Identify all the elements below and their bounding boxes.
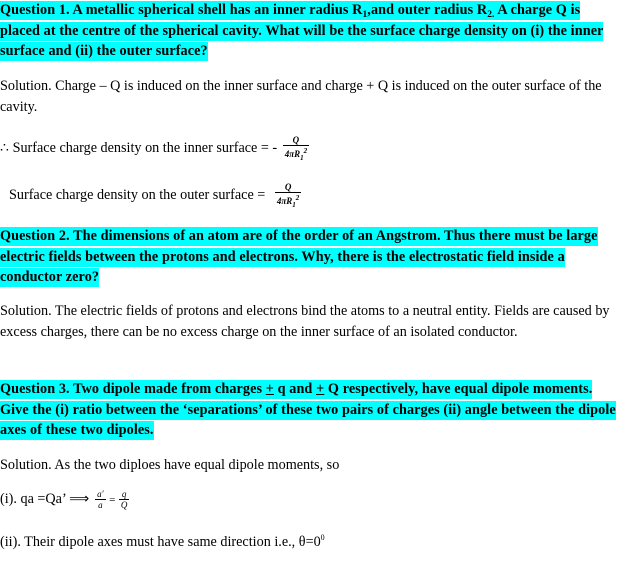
inner-surface-label: ∴ Surface charge density on the inner surface = - xyxy=(0,140,278,157)
plus-minus-2: + xyxy=(316,381,325,397)
question-3-text-c: Q respectively, have equal dipole moments. Give the (i) ratio between the ‘separations’ of these two pairs of charges (ii) angle between the dipole axes of these two dipoles. xyxy=(0,381,616,438)
question-2 xyxy=(0,226,622,288)
solution-3-equation xyxy=(0,489,622,511)
outer-den-base: 4πR xyxy=(276,196,293,206)
angle-superscript: 0 xyxy=(320,533,325,542)
charge-numerator: q xyxy=(119,489,130,500)
inner-den-sup: 2 xyxy=(303,147,308,155)
plus-minus-1: + xyxy=(265,381,274,397)
question-1 xyxy=(0,0,622,62)
inner-fraction-denominator xyxy=(283,146,309,163)
outer-den-sup: 2 xyxy=(295,194,300,202)
solution-1-inner-line xyxy=(0,135,622,163)
outer-fraction-denominator xyxy=(275,193,301,210)
charge-denominator: Q xyxy=(120,500,128,511)
question-3-highlight xyxy=(0,380,616,440)
inner-den-sub: 1 xyxy=(300,153,304,162)
ratio-denominator: a xyxy=(98,500,103,511)
outer-fraction-numerator: Q xyxy=(275,182,301,193)
outer-surface-label: Surface charge density on the outer surface = xyxy=(9,187,266,204)
solution-3-text: Solution. As the two diploes have equal dipole moments, so xyxy=(0,457,340,473)
outer-den-sub: 1 xyxy=(292,200,296,209)
inner-den-base: 4πR xyxy=(284,149,301,159)
question-1-text-c: A charge Q is placed at the centre of the spherical cavity. What will be the surface charge density on (i) the inner surface and (ii) the outer surface? xyxy=(0,2,604,59)
outer-density-fraction xyxy=(275,182,301,210)
angle-text: (ii). Their dipole axes must have same direction i.e., θ=0 xyxy=(0,534,321,550)
solution-2-text: Solution. The electric fields of protons and electrons bind the atoms to a neutral entity. Fields are caused by excess charges, there can be no excess charge on the inner surface of an isolated conductor. xyxy=(0,303,610,340)
equation-prefix: (i). qa =Qa’ ⟹ xyxy=(0,491,90,507)
inner-fraction-numerator: Q xyxy=(283,135,309,146)
question-1-text-a: Question 1. A metallic spherical shell has an inner radius R xyxy=(0,2,363,18)
question-1-subscript-2: 2. xyxy=(487,10,495,20)
question-1-highlight xyxy=(0,1,603,61)
solution-3-angle-line xyxy=(0,532,622,553)
inner-density-fraction xyxy=(283,135,309,163)
question-1-subscript-1: 1 xyxy=(362,10,368,20)
equals-sign: = xyxy=(109,494,116,506)
solution-1-text: Solution. Charge – Q is induced on the inner surface and charge + Q is induced on the outer surface of the cavity. xyxy=(0,78,602,115)
question-3-text-b: q and xyxy=(273,381,317,397)
question-2-text: Question 2. The dimensions of an atom are of the order of an Angstrom. Thus there must be large electric fields between the protons and electrons. Why, there is the electrostatic field inside a conductor zero? xyxy=(0,228,598,285)
solution-1-outer-line xyxy=(9,182,622,210)
separation-ratio-fraction xyxy=(95,489,105,510)
question-1-text-b: ,and outer radius R xyxy=(367,2,488,18)
charge-ratio-fraction xyxy=(119,489,130,510)
question-3 xyxy=(0,379,622,441)
question-3-text-a: Question 3. Two dipole made from charges xyxy=(0,381,266,397)
ratio-numerator: a′ xyxy=(97,489,104,500)
